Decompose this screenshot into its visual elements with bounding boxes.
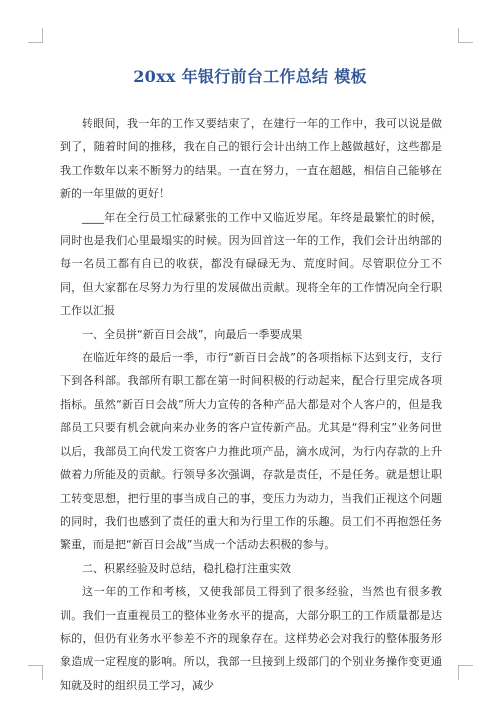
crop-mark-bottom-left: [28, 665, 43, 680]
section-heading-1: 一、全员拼“新百日会战”，向最后一季要成果: [82, 327, 303, 341]
document-title: 20xx 年银行前台工作总结 模板: [133, 67, 367, 86]
section-heading-2: 二、积累经验及时总结，稳扎稳打注重实效: [82, 561, 291, 575]
paragraph-section-2: 这一年的工作和考核，又使我部员工得到了很多经验，当然也有很多教训。我们一直重视员工的整体业务水平的提高，大部分职工的工作质量都是达标的，但仍有业务水平参差不齐的现象存在。这样势必会对我行的整体服务形象造成一定程度的影响。所以，我部一旦接到上级部门的个别业务操作变更通知就及时的组织员工学习，减少: [60, 585, 442, 692]
document-body: [60, 112, 442, 697]
crop-mark-top-right: [458, 28, 473, 43]
paragraph-section-1: 在临近年终的最后一季，市行“新百日会战”的各项指标下达到支行，支行下到各科部。我部所有职工都在第一时间积极的行动起来，配合行里完成各项指标。虽然“新百日会战”所大力宣传的各种产品大都是对个人客户的，但是我部员工只要有机会就向来办业务的客户宣传新产品。尤其是“得利宝”业务问世以后，我部员工向代发工资客户力推此项产品，滴水成河，为行内存款的上升做着力所能及的贡献。行领导多次强调，存款是责任，不是任务。就是想让职工转变思想，把行里的事当成自己的事，变压力为动力，当我们正视这个问题的同时，我们也感到了责任的重大和为行里工作的乐趣。员工们不再抱怨任务繁重，而是把“新百日会战”当成一个活动去积极的参与。: [60, 351, 442, 552]
crop-mark-bottom-right: [458, 665, 473, 680]
paragraph-overview: ____年在全行员工忙碌紧张的工作中又临近岁尾。年终是最繁忙的时候，同时也是我们心里最塌实的时候。因为回首这一年的工作，我们会计出纳部的每一名员工都有自已的收获，都没有碌碌无为、荒度时间。尽管职位分工不同，但大家都在尽努力为行里的发展做出贡献。现将全年的工作情况向全行职工作以汇报: [60, 210, 442, 318]
crop-mark-top-left: [28, 28, 43, 43]
paragraph-intro: 转眼间，我一年的工作又要结束了，在建行一年的工作中，我可以说是做到了，随着时间的推移，我在自己的银行会计出纳工作上越做越好，这些都是我工作数年以来不断努力的结果。一直在努力，一直在超越，相信自己能够在新的一年里做的更好！: [60, 117, 442, 201]
